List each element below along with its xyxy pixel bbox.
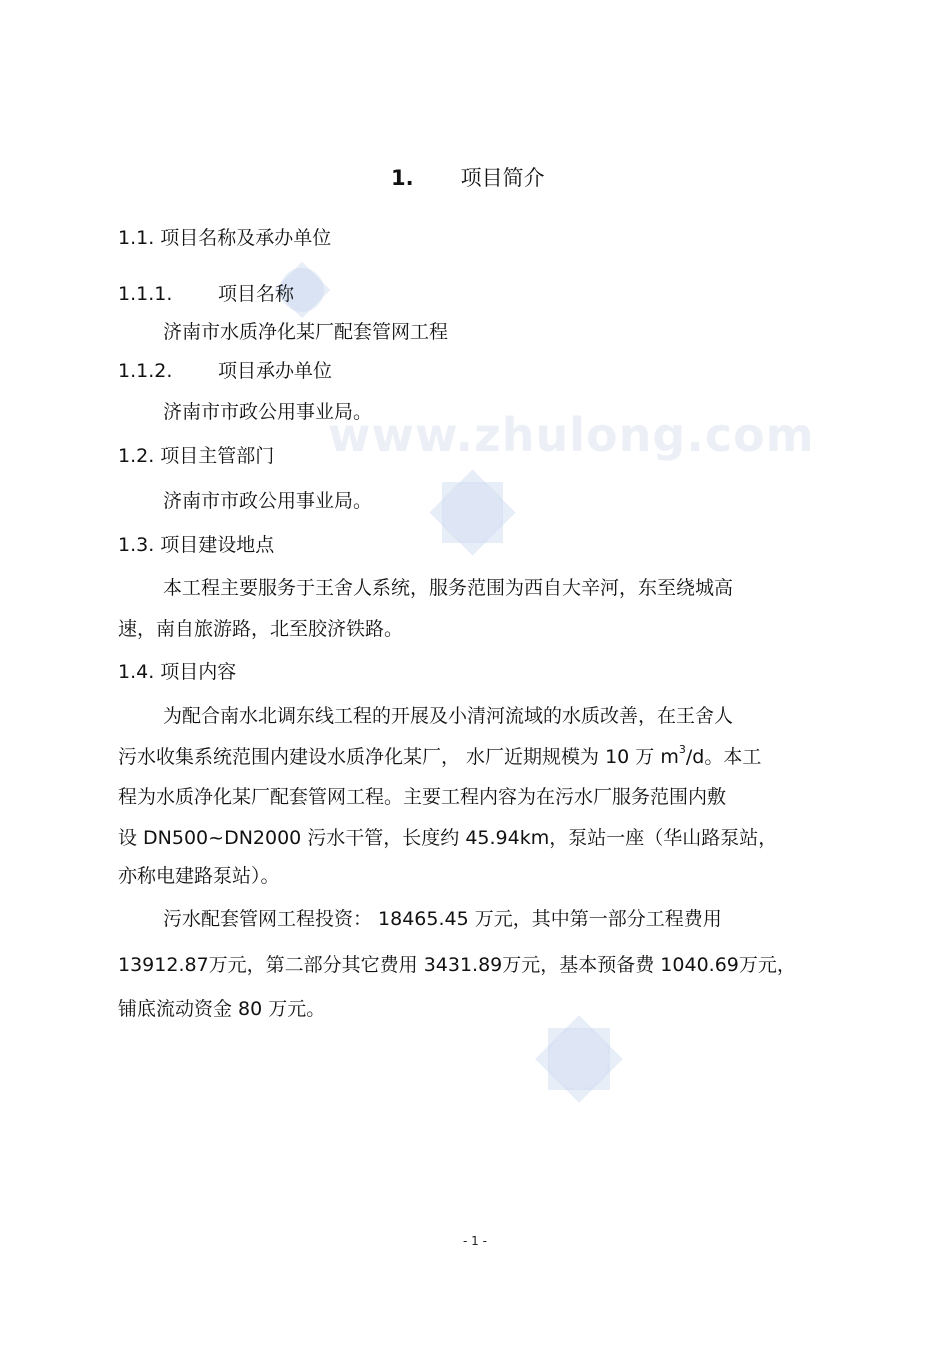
location-line: 速，南自旅游路，北至胶济铁路。 bbox=[118, 618, 404, 640]
authority: 济南市市政公用事业局。 bbox=[163, 490, 373, 512]
superscript: 3 bbox=[678, 742, 686, 756]
content-text: 污水收集系统范围内建设水质净化某厂， 水厂近期规模为 10 万 m bbox=[118, 746, 679, 768]
heading-number: 1.1.1. bbox=[118, 283, 173, 305]
heading-number: 1.1.2. bbox=[118, 360, 173, 382]
heading-1-1: 1.1. 项目名称及承办单位 bbox=[118, 227, 332, 249]
investment-line: 13912.87万元，第二部分其它费用 3431.89万元，基本预备费 1040.69万元， bbox=[118, 954, 796, 976]
content-line: 设 DN500~DN2000 污水干管，长度约 45.94km，泵站一座（华山路泵站， bbox=[118, 827, 778, 849]
section-title bbox=[391, 166, 545, 190]
heading-1-1-2 bbox=[118, 359, 333, 383]
content-line: 亦称电建路泵站）。 bbox=[118, 865, 280, 887]
project-name: 济南市水质净化某厂配套管网工程 bbox=[163, 321, 449, 343]
page-number: - 1 - bbox=[463, 1234, 487, 1248]
heading-1-2: 1.2. 项目主管部门 bbox=[118, 445, 275, 467]
heading-1-1-1 bbox=[118, 282, 295, 306]
content-line: 程为水质净化某厂配套管网工程。主要工程内容为在污水厂服务范围内敷 bbox=[118, 786, 727, 808]
organizer: 济南市市政公用事业局。 bbox=[163, 401, 373, 423]
investment-line: 污水配套管网工程投资： 18465.45 万元，其中第一部分工程费用 bbox=[163, 908, 722, 930]
location-line: 本工程主要服务于王舍人系统，服务范围为西自大辛河，东至绕城高 bbox=[163, 577, 734, 599]
watermark-logo bbox=[520, 1000, 638, 1118]
section-number: 1. bbox=[391, 166, 414, 190]
section-title-text: 项目简介 bbox=[460, 166, 545, 190]
heading-1-4: 1.4. 项目内容 bbox=[118, 661, 237, 683]
heading-text: 项目名称 bbox=[218, 283, 295, 305]
heading-text: 项目承办单位 bbox=[218, 360, 333, 382]
watermark-text: www.zhulong.com bbox=[328, 408, 815, 462]
content-text: /d。本工 bbox=[685, 746, 762, 768]
content-line bbox=[118, 742, 762, 769]
content-line: 为配合南水北调东线工程的开展及小清河流域的水质改善，在王舍人 bbox=[163, 705, 734, 727]
heading-1-3: 1.3. 项目建设地点 bbox=[118, 534, 275, 556]
watermark-logo bbox=[415, 455, 530, 570]
investment-line: 铺底流动资金 80 万元。 bbox=[118, 998, 326, 1020]
